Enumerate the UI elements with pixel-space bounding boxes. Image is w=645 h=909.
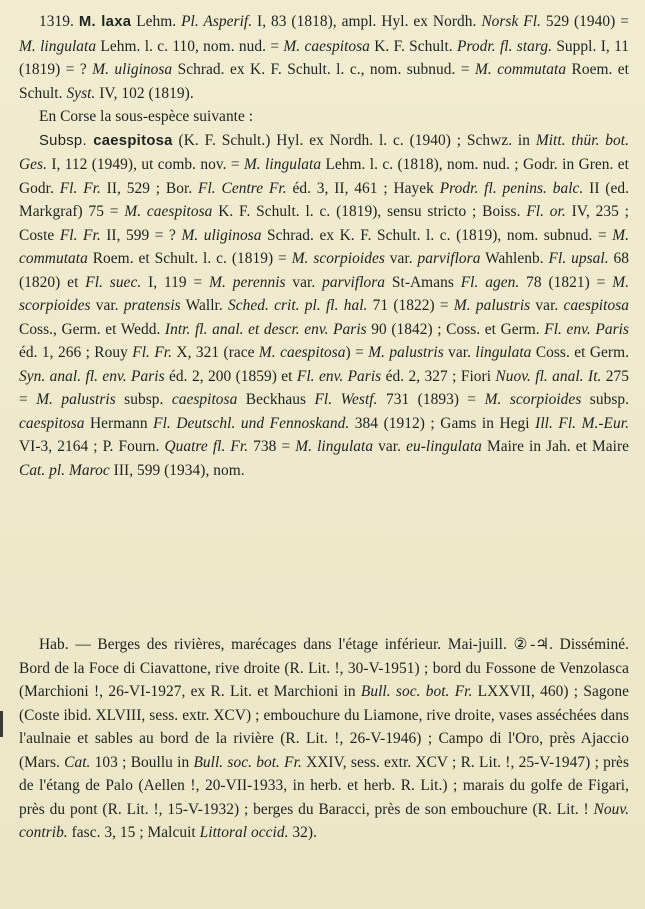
subspecies-paragraph <box>19 129 629 483</box>
text-run: I, 83 (1818), ampl. Hyl. ex Nordh. <box>252 13 482 30</box>
italic-text: Fl. suec. <box>85 273 142 291</box>
text-run: III, 599 (1934), nom. <box>109 461 245 479</box>
text-run: var. <box>285 273 323 291</box>
italic-text: M. uliginosa <box>181 226 262 244</box>
text-run: X, 321 (race <box>172 344 259 361</box>
text-run: subsp. <box>115 391 172 408</box>
text-run: 103 ; Boullu in <box>90 753 194 771</box>
habitat-paragraph <box>19 633 629 845</box>
italic-text: M. palustris <box>368 344 444 361</box>
italic-text: Mitt. thür. bot. Ges. <box>19 131 630 173</box>
text-run: I, 119 = <box>141 273 210 291</box>
italic-text: Prodr. fl. starg. <box>457 37 553 55</box>
italic-text: Nouv. contrib. <box>19 800 629 841</box>
text-run: XXIV, sess. extr. XCV ; R. Lit. !, 25-V-1947) ; près de l'étang de Palo (Aellen !, 20-VII-1933, in herb. et herb. R. Lit.) ; marais du golfe de Figari, près du pont (R. Lit. !, 15-V-1932) ; berges du Baracci, près de son embouchure (R. Lit. ! <box>19 753 629 818</box>
habitat-text <box>19 636 629 841</box>
text-run: var. <box>90 297 124 314</box>
habitat-section <box>19 633 629 845</box>
italic-text: M. lingulata <box>19 37 97 55</box>
italic-text: M. scorpioides <box>291 250 385 267</box>
binding-edge-mark <box>0 711 3 737</box>
text-run: Lehm. l. c. 110, nom. nud. = <box>96 37 284 55</box>
text-run: 738 = <box>248 438 296 455</box>
text-run: 384 (1912) ; Gams in Hegi <box>349 414 536 432</box>
text-run: 275 = <box>19 367 630 408</box>
entry-paragraph <box>19 10 629 105</box>
text-run: K. F. Schult. <box>369 37 457 55</box>
italic-text: M. palustris <box>453 297 531 314</box>
text-run: St-Amans <box>385 273 461 291</box>
text-run: II (ed. Markgraf) 75 = <box>19 179 629 220</box>
text-run: ) = <box>345 344 369 361</box>
text-run: VI-3, 2164 ; P. Fourn. <box>19 438 165 455</box>
italic-text: caespitosa <box>19 414 85 432</box>
italic-text: caespitosa <box>563 297 629 314</box>
italic-text: Littoral occid. <box>199 824 289 841</box>
species-entry <box>19 10 629 482</box>
italic-text: Pl. Asperif. <box>181 13 253 30</box>
text-run: 90 (1842) ; Coss. et Germ. <box>366 320 545 338</box>
italic-text: Cat. <box>64 753 91 771</box>
italic-text: Fl. agen. <box>460 273 520 291</box>
text-run: Maire in Jah. et Maire <box>481 438 630 455</box>
text-run: Schrad. ex K. F. Schult. l. c. (1819), nom. subnud. = <box>261 226 613 244</box>
text-run: éd. 1, 266 ; Rouy <box>19 344 133 361</box>
italic-text: M. scorpioides <box>484 391 582 408</box>
text-run: var. <box>373 438 407 455</box>
text-run: II, 529 ; Bor. <box>100 179 199 197</box>
italic-text: M. caespitosa <box>258 344 346 361</box>
italic-text: Quatre fl. Fr. <box>164 438 249 455</box>
text-run: IV, 102 (1819). <box>95 84 194 102</box>
subspecies-prefix: Subsp. <box>39 132 94 149</box>
text-run: (K. F. Schult.) Hyl. ex Nordh. l. c. (1940) ; Schwz. in <box>172 131 536 149</box>
text-run: 78 (1821) = <box>519 273 613 291</box>
text-run: Hermann <box>84 414 154 432</box>
text-run: var. <box>530 297 564 314</box>
text-run: 71 (1822) = <box>367 297 454 314</box>
corse-line: En Corse la sous-espèce suivante : <box>39 108 254 125</box>
italic-text: Norsk Fl. <box>481 13 541 30</box>
text-run: I, 112 (1949), ut comb. nov. = <box>46 156 244 173</box>
italic-text: Syst. <box>66 84 96 102</box>
italic-text: Syn. anal. fl. env. Paris <box>19 367 165 385</box>
italic-text: Sched. crit. pl. fl. hal. <box>227 297 368 314</box>
text-run: fasc. 3, 15 ; Malcuit <box>67 824 200 841</box>
text-run: Roem. et Schult. <box>19 61 630 102</box>
text-run: II, 599 = ? <box>100 226 182 244</box>
text-run: Hab. — Berges des rivières, marécages dans l'étage inférieur. Mai-juill. ②-♃. Disséminé. Bord de la Foce di Ciavattone, rive droite (R. Lit. !, 30-V-1951) ; bord du Fossone de Venzolasca (Marchioni !, 26-VI-1927, ex R. Lit. et Marchioni in <box>19 636 629 700</box>
italic-text: M. lingulata <box>243 156 322 173</box>
text-run: Wahlenb. <box>480 250 549 267</box>
italic-text: Fl. Centre Fr. <box>198 179 287 197</box>
italic-text: eu-lingulata <box>406 438 482 455</box>
text-run: K. F. Schult. l. c. (1819), sensu stricto ; Boiss. <box>212 203 527 220</box>
text-run: éd. 2, 200 (1859) et <box>164 367 297 385</box>
italic-text: M. commutata <box>475 61 567 78</box>
text-run: Schrad. ex K. F. Schult. l. c., nom. subnud. = <box>172 61 476 78</box>
italic-text: M. palustris <box>36 391 116 408</box>
text-run: Suppl. I, 11 (1819) = ? <box>19 37 629 78</box>
italic-text: Intr. fl. anal. et descr. env. Paris <box>164 320 367 338</box>
italic-text: Fl. or. <box>526 203 566 220</box>
text-run: IV, 235 ; Coste <box>19 203 630 244</box>
italic-text: M. commutata <box>19 226 629 267</box>
italic-text: Prodr. fl. penins. balc. <box>439 179 584 197</box>
italic-text: lingulata <box>475 344 532 361</box>
italic-text: caespitosa <box>171 391 238 408</box>
text-run: Lehm. <box>131 13 182 30</box>
italic-text: Fl. upsal. <box>548 250 609 267</box>
italic-text: Bull. soc. bot. Fr. <box>193 753 302 771</box>
italic-text: M. uliginosa <box>92 61 173 78</box>
subspecies-name: caespitosa <box>93 132 173 149</box>
text-run: subsp. <box>581 391 630 408</box>
italic-text: M. caespitosa <box>124 203 213 220</box>
italic-text: Fl. Deutschl. und Fennoskand. <box>153 414 350 432</box>
species-name: M. laxa <box>78 14 132 30</box>
italic-text: Fl. Fr. <box>132 344 173 361</box>
italic-text: M. perennis <box>209 273 286 291</box>
subspecies-text <box>19 132 629 479</box>
italic-text: M. caespitosa <box>283 37 370 55</box>
text-run: 68 (1820) et <box>19 250 630 291</box>
italic-text: Nuov. fl. anal. It. <box>495 367 602 385</box>
italic-text: M. scorpioides <box>19 273 629 314</box>
italic-text: Bull. soc. bot. Fr. <box>360 683 473 700</box>
text-run: Coss., Germ. et Wedd. <box>19 320 165 338</box>
italic-text: Fl. Fr. <box>59 179 101 197</box>
italic-text: parviflora <box>417 250 481 267</box>
text-run: LXXVII, 460) ; Sagone (Coste ibid. XLVIII, sess. extr. XCV) ; embouchure du Liamone, rive droite, vases asséchées dans l'aulnaie et sables au bord de la rivière (R. Lit. !, 26-V-1946) ; Campo di l'Oro, près Ajaccio (Mars. <box>19 683 629 771</box>
text-run: 731 (1893) = <box>377 391 485 408</box>
italic-text: Fl. Fr. <box>59 226 101 244</box>
italic-text: Cat. pl. Maroc <box>19 461 110 479</box>
text-run: 529 (1940) = <box>540 13 629 30</box>
text-run: Lehm. l. c. (1818), nom. nud. ; Godr. in Gren. et Godr. <box>19 156 630 197</box>
italic-text: pratensis <box>123 297 181 314</box>
text-run: Coss. et Germ. <box>531 344 629 361</box>
text-run: 32). <box>288 824 317 841</box>
italic-text: Fl. Westf. <box>314 391 378 408</box>
text-run: Beckhaus <box>237 391 315 408</box>
text-run: Roem. et Schult. l. c. (1819) = <box>87 250 292 267</box>
text-run: éd. 2, 327 ; Fiori <box>381 367 496 385</box>
italic-text: Ill. Fl. M.-Eur. <box>535 414 629 432</box>
italic-text: parviflora <box>322 273 386 291</box>
italic-text: Fl. env. Paris <box>296 367 382 385</box>
text-run: var. <box>384 250 418 267</box>
entry-number: 1319. <box>39 13 74 30</box>
italic-text: Fl. env. Paris <box>544 320 629 338</box>
text-run: éd. 3, II, 461 ; Hayek <box>286 179 440 197</box>
italic-text: M. lingulata <box>295 438 374 455</box>
text-run: Wallr. <box>180 297 228 314</box>
text-run: var. <box>443 344 476 361</box>
